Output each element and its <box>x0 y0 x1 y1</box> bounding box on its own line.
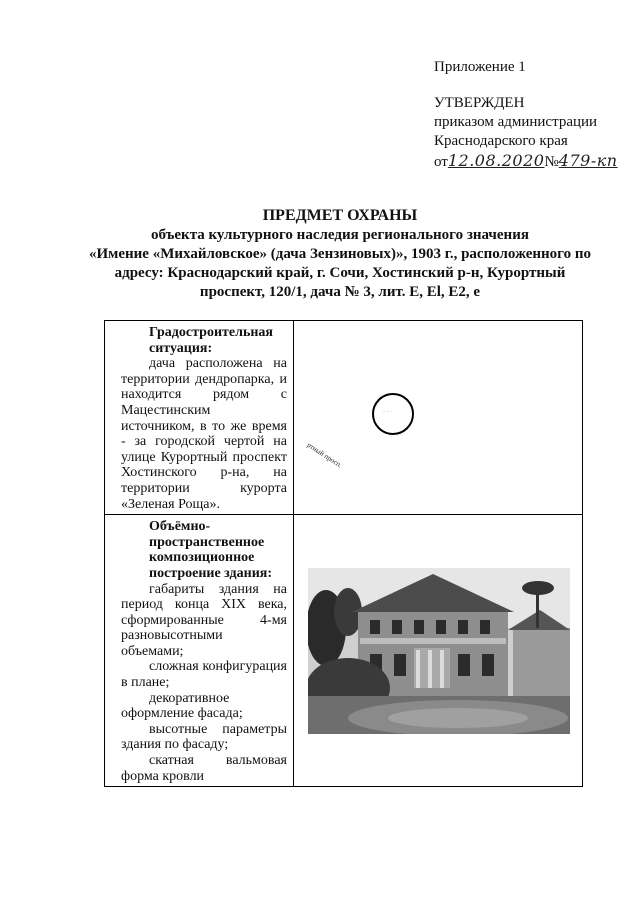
number-prefix: № <box>544 154 559 170</box>
map-street-label: ртный просп. <box>305 441 344 470</box>
table-row <box>105 321 583 515</box>
title-line-0: ПРЕДМЕТ ОХРАНЫ <box>262 207 418 224</box>
composition-item-4: высотные параметры здания по фасаду; <box>121 721 287 753</box>
composition-heading: Объёмно-пространственное композиционное построение здания: <box>149 519 272 581</box>
approval-block <box>434 58 618 172</box>
handwritten-number: 479-кп <box>558 151 618 170</box>
document-title <box>80 206 600 302</box>
urban-situation-cell <box>105 321 294 515</box>
appendix-label: Приложение 1 <box>434 59 526 75</box>
location-circle-marker: · · · <box>372 393 414 435</box>
urban-situation-heading: Градостроительная ситуация: <box>149 325 273 356</box>
location-map <box>294 321 582 497</box>
title-line-3: адресу: Краснодарский край, г. Сочи, Хостинский р-н, Курортный <box>114 265 566 281</box>
table-row <box>105 515 583 787</box>
handwritten-date: 12.08.2020 <box>447 151 545 170</box>
urban-situation-text: дача расположена на территории дендропарка, и находится рядом с Мацестинским источником, в то же время - за городской чертой на улице Курортный проспект Хостинского р-на, на территории курорта «Зеленая Роща». <box>121 356 287 512</box>
date-prefix: от <box>434 154 448 170</box>
composition-item-3: декоративное оформление фасада; <box>121 690 243 722</box>
order-line-1: приказом администрации <box>434 114 598 130</box>
building-photo <box>308 568 570 734</box>
photo-cell <box>294 515 583 787</box>
approved-label: УТВЕРЖДЕН <box>434 95 525 111</box>
composition-item-1: габариты здания на период конца XIX века, сформированные 4-мя разновысотными объемами; <box>121 581 287 659</box>
order-line-2: Краснодарского края <box>434 133 568 149</box>
title-line-2: «Имение «Михайловское» (дача Зензиновых)», 1903 г., расположенного по <box>88 246 592 262</box>
composition-cell <box>105 515 294 787</box>
title-line-4: проспект, 120/1, дача № 3, лит. Е, El, Е2, е <box>199 284 481 300</box>
composition-item-5: скатная вальмовая форма кровли <box>121 753 287 784</box>
title-line-1: объекта культурного наследия регионального значения <box>151 227 529 243</box>
date-line <box>434 151 618 172</box>
composition-item-2: сложная конфигурация в плане; <box>121 659 287 691</box>
map-cell <box>294 321 583 515</box>
protection-table <box>104 320 583 787</box>
villa-photo-image <box>308 568 570 734</box>
